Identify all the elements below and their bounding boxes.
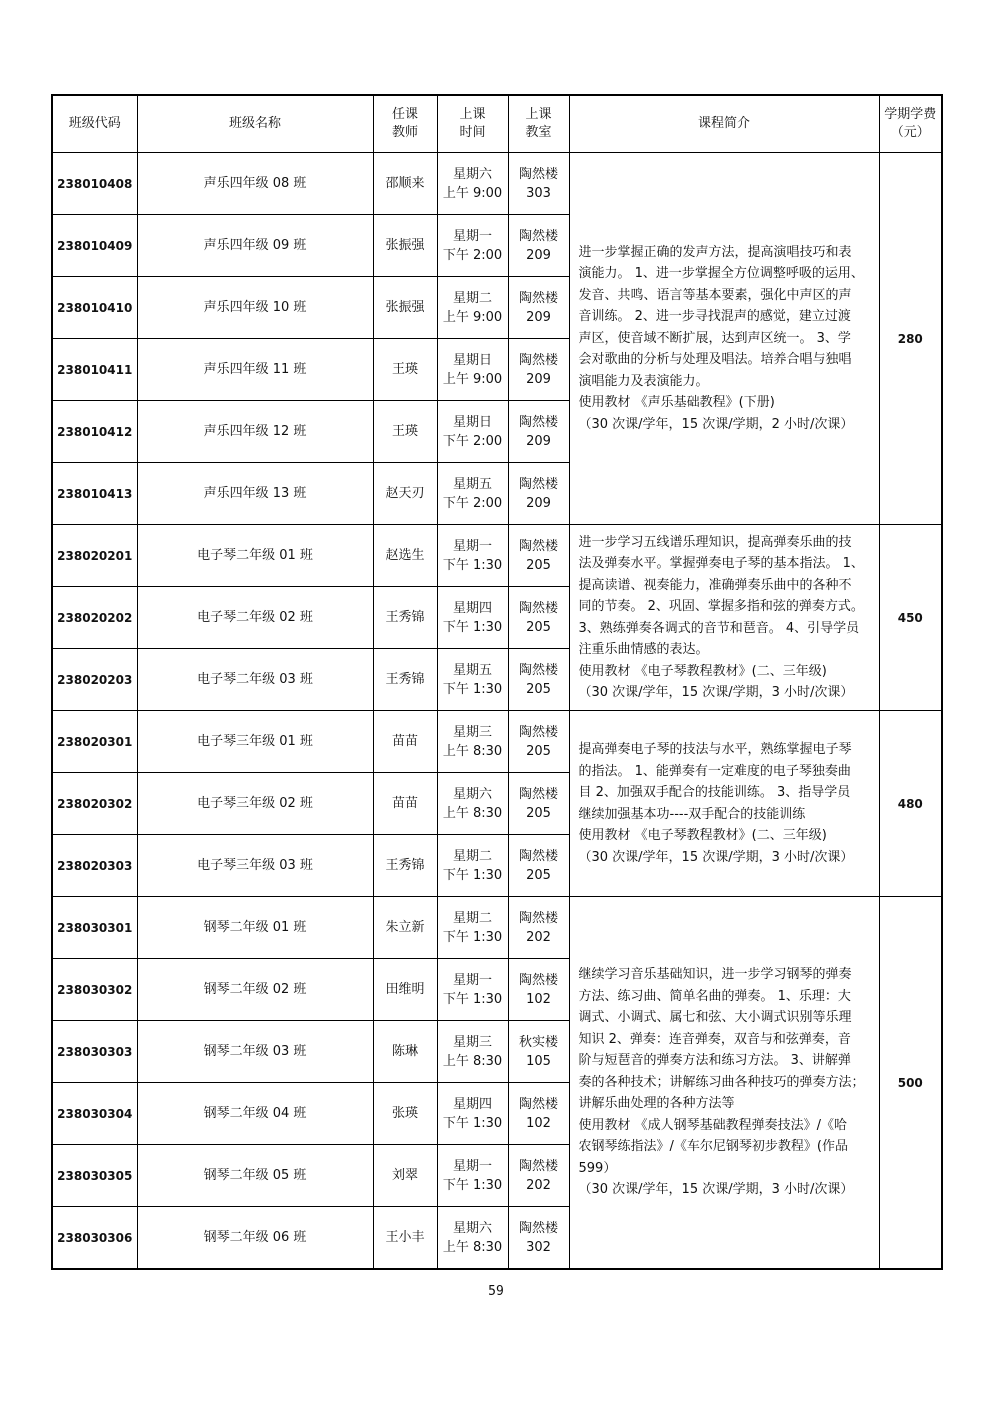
description-line: 讲解乐曲处理的各种方法等 [578, 1096, 735, 1112]
classroom-line1: 陶然楼 [518, 352, 558, 368]
table-row [52, 897, 942, 959]
class-code: 238020302 [52, 773, 137, 835]
class-name: 钢琴二年级 02 班 [137, 959, 373, 1021]
classroom-line2: 105 [526, 1053, 551, 1069]
teacher: 王瑛 [373, 339, 437, 401]
classroom-line2: 205 [526, 867, 551, 883]
classroom-line2: 205 [526, 557, 551, 573]
description-line: 使用教材 《声乐基础教程》(下册) [578, 395, 775, 411]
table-row [52, 525, 942, 587]
class-time-line2: 上午 8:30 [442, 805, 503, 821]
class-name: 钢琴二年级 01 班 [137, 897, 373, 959]
classroom-line1: 陶然楼 [518, 848, 558, 864]
class-name: 钢琴二年级 05 班 [137, 1145, 373, 1207]
classroom [508, 1145, 569, 1207]
teacher: 王瑛 [373, 401, 437, 463]
classroom-line1: 陶然楼 [518, 1158, 558, 1174]
classroom-line2: 303 [526, 185, 551, 201]
table-body [52, 153, 942, 1270]
class-time [437, 1207, 508, 1270]
classroom [508, 897, 569, 959]
description-line: 599） [578, 1160, 617, 1176]
course-description [569, 525, 879, 711]
class-time-line2: 下午 1:30 [442, 929, 503, 945]
classroom [508, 1207, 569, 1270]
class-time [437, 463, 508, 525]
teacher: 田维明 [373, 959, 437, 1021]
classroom-line2: 205 [526, 619, 551, 635]
teacher: 赵天刃 [373, 463, 437, 525]
class-time-line2: 下午 1:30 [442, 1115, 503, 1131]
class-time-line1: 星期三 [452, 724, 492, 740]
class-name: 钢琴二年级 06 班 [137, 1207, 373, 1270]
classroom-line1: 陶然楼 [518, 166, 558, 182]
class-time-line2: 上午 8:30 [442, 1239, 503, 1255]
class-code: 238030305 [52, 1145, 137, 1207]
classroom [508, 215, 569, 277]
class-time-line1: 星期五 [452, 662, 492, 678]
class-time-line1: 星期六 [452, 786, 492, 802]
class-time [437, 401, 508, 463]
header-fee-line1: 学期学费 [884, 107, 937, 122]
description-line: 演能力。 1、进一步掌握全方位调整呼吸的运用、 [578, 266, 864, 282]
classroom-line2: 209 [526, 433, 551, 449]
class-time-line2: 上午 9:00 [442, 185, 503, 201]
class-time-line1: 星期六 [452, 1220, 492, 1236]
class-name: 声乐四年级 09 班 [137, 215, 373, 277]
classroom-line1: 陶然楼 [518, 786, 558, 802]
description-line: 奏的各种技术；讲解练习曲各种技巧的弹奏方法； [578, 1074, 865, 1090]
header-teacher [373, 95, 437, 153]
description-line: 进一步掌握正确的发声方法，提高演唱技巧和表 [578, 244, 852, 260]
class-name: 声乐四年级 11 班 [137, 339, 373, 401]
description-line: 演唱能力及表演能力。 [578, 373, 709, 389]
class-code: 238020201 [52, 525, 137, 587]
teacher: 张瑛 [373, 1083, 437, 1145]
class-code: 238020301 [52, 711, 137, 773]
class-code: 238030301 [52, 897, 137, 959]
classroom-line1: 陶然楼 [518, 910, 558, 926]
class-time-line1: 星期一 [452, 538, 492, 554]
classroom-line2: 205 [526, 681, 551, 697]
teacher: 邵顺来 [373, 153, 437, 215]
teacher: 苗苗 [373, 773, 437, 835]
description-line: 的指法。 1、能弹奏有一定难度的电子琴独奏曲 [578, 763, 851, 779]
class-time-line2: 下午 2:00 [442, 433, 503, 449]
header-teacher-line2: 教师 [391, 125, 418, 140]
header-room-line1: 上课 [525, 107, 552, 122]
class-code: 238020203 [52, 649, 137, 711]
class-code: 238010412 [52, 401, 137, 463]
description-line: 3、熟练弹奏各调式的音节和琶音。 4、引导学员 [578, 620, 860, 636]
class-time-line1: 星期六 [452, 166, 492, 182]
class-time [437, 587, 508, 649]
classroom [508, 835, 569, 897]
classroom-line2: 209 [526, 309, 551, 325]
classroom [508, 153, 569, 215]
class-time-line1: 星期一 [452, 972, 492, 988]
description-line: 继续学习音乐基础知识，进一步学习钢琴的弹奏 [578, 967, 852, 983]
header-room-line2: 教室 [525, 125, 552, 140]
teacher: 王小丰 [373, 1207, 437, 1270]
classroom [508, 649, 569, 711]
class-time-line1: 星期日 [452, 414, 492, 430]
classroom-line2: 205 [526, 743, 551, 759]
class-time [437, 897, 508, 959]
class-code: 238030302 [52, 959, 137, 1021]
classroom-line1: 陶然楼 [518, 228, 558, 244]
classroom-line1: 秋实楼 [518, 1034, 558, 1050]
class-time-line2: 上午 9:00 [442, 309, 503, 325]
description-line: 方法、练习曲、简单名曲的弹奏。 1、乐理：大 [578, 988, 851, 1004]
class-time [437, 1145, 508, 1207]
teacher: 王秀锦 [373, 649, 437, 711]
classroom [508, 463, 569, 525]
class-code: 238010413 [52, 463, 137, 525]
classroom [508, 773, 569, 835]
description-line: 提高弹奏电子琴的技法与水平，熟练掌握电子琴 [578, 742, 852, 757]
class-time-line2: 下午 1:30 [442, 991, 503, 1007]
classroom-line2: 202 [526, 1177, 551, 1193]
class-code: 238010411 [52, 339, 137, 401]
teacher: 刘翠 [373, 1145, 437, 1207]
class-time-line1: 星期二 [452, 848, 492, 864]
table-row [52, 711, 942, 773]
header-time-line1: 上课 [459, 107, 486, 122]
classroom [508, 339, 569, 401]
classroom-line1: 陶然楼 [518, 1220, 558, 1236]
classroom-line1: 陶然楼 [518, 972, 558, 988]
course-schedule-table [51, 94, 943, 1270]
class-time [437, 1021, 508, 1083]
teacher: 陈琳 [373, 1021, 437, 1083]
class-code: 238010408 [52, 153, 137, 215]
class-time [437, 277, 508, 339]
description-line: 知识 2、弹奏：连音弹奏，双音与和弦弹奏，音 [578, 1031, 851, 1047]
class-name: 声乐四年级 13 班 [137, 463, 373, 525]
teacher: 张振强 [373, 215, 437, 277]
classroom [508, 525, 569, 587]
class-name: 声乐四年级 08 班 [137, 153, 373, 215]
description-line: 会对歌曲的分析与处理及唱法。培养合唱与独唱 [578, 352, 852, 368]
classroom-line1: 陶然楼 [518, 414, 558, 430]
classroom-line2: 209 [526, 371, 551, 387]
header-time-line2: 时间 [459, 125, 486, 140]
description-line: （30 次课/学年，15 次课/学期，3 小时/次课） [578, 685, 854, 700]
teacher: 王秀锦 [373, 587, 437, 649]
class-time [437, 215, 508, 277]
class-time [437, 773, 508, 835]
class-code: 238020202 [52, 587, 137, 649]
description-line: 音训练。 2、进一步寻找混声的感觉，建立过渡 [578, 309, 851, 325]
class-time-line1: 星期五 [452, 476, 492, 492]
class-time-line1: 星期一 [452, 228, 492, 244]
classroom [508, 401, 569, 463]
classroom-line2: 209 [526, 247, 551, 263]
page-number: 59 [488, 1284, 504, 1299]
description-line: 农钢琴练指法》/《车尔尼钢琴初步教程》(作品 [578, 1139, 848, 1155]
classroom-line2: 102 [526, 1115, 551, 1131]
classroom-line1: 陶然楼 [518, 290, 558, 306]
class-time [437, 1083, 508, 1145]
classroom-line2: 102 [526, 991, 551, 1007]
description-line: 声区，使音域不断扩展，达到声区统一。 3、学 [578, 330, 851, 346]
description-line: 使用教材 《电子琴教程教材》(二、三年级) [578, 828, 827, 843]
class-time-line2: 下午 1:30 [442, 619, 503, 635]
class-time-line2: 下午 1:30 [442, 681, 503, 697]
class-code: 238030304 [52, 1083, 137, 1145]
class-time [437, 835, 508, 897]
course-description [569, 153, 879, 525]
classroom-line1: 陶然楼 [518, 724, 558, 740]
class-time [437, 339, 508, 401]
classroom-line1: 陶然楼 [518, 476, 558, 492]
description-line: 使用教材 《电子琴教程教材》(二、三年级) [578, 663, 827, 679]
semester-fee: 450 [879, 525, 942, 711]
semester-fee: 480 [879, 711, 942, 897]
class-name: 电子琴二年级 02 班 [137, 587, 373, 649]
class-name: 钢琴二年级 04 班 [137, 1083, 373, 1145]
class-time-line2: 下午 1:30 [442, 867, 503, 883]
class-code: 238010410 [52, 277, 137, 339]
header-fee [879, 95, 942, 153]
class-code: 238020303 [52, 835, 137, 897]
class-name: 电子琴三年级 02 班 [137, 773, 373, 835]
header-time [437, 95, 508, 153]
classroom [508, 711, 569, 773]
teacher: 王秀锦 [373, 835, 437, 897]
header-fee-line2: （元） [890, 125, 930, 140]
class-name: 电子琴二年级 01 班 [137, 525, 373, 587]
classroom-line2: 209 [526, 495, 551, 511]
class-time-line1: 星期三 [452, 1034, 492, 1050]
class-time-line1: 星期一 [452, 1158, 492, 1174]
class-time-line2: 下午 1:30 [442, 1177, 503, 1193]
class-time-line1: 星期二 [452, 290, 492, 306]
class-time-line2: 上午 8:30 [442, 1053, 503, 1069]
description-line: 进一步学习五线谱乐理知识，提高弹奏乐曲的技 [578, 534, 852, 550]
course-description [569, 711, 879, 897]
description-line: 目 2、加强双手配合的技能训练。 3、指导学员 [578, 785, 851, 800]
class-code: 238030306 [52, 1207, 137, 1270]
header-row [52, 95, 942, 153]
teacher: 朱立新 [373, 897, 437, 959]
class-code: 238010409 [52, 215, 137, 277]
table-row [52, 153, 942, 215]
description-line: 继续加强基本功----双手配合的技能训练 [578, 806, 806, 822]
description-line: 法及弹奏水平。掌握弹奏电子琴的基本指法。 1、 [578, 556, 864, 571]
class-time-line2: 上午 8:30 [442, 743, 503, 759]
header-class-code: 班级代码 [52, 95, 137, 153]
description-line: 提高读谱、视奏能力，准确弹奏乐曲中的各种不 [578, 577, 852, 593]
class-name: 电子琴三年级 03 班 [137, 835, 373, 897]
classroom [508, 277, 569, 339]
classroom [508, 587, 569, 649]
description-line: 同的节奏。 2、巩固、掌握多指和弦的弹奏方式。 [578, 599, 864, 614]
description-line: 发音、共鸣、语言等基本要素，强化中声区的声 [578, 287, 852, 303]
description-line: （30 次课/学年，15 次课/学期，3 小时/次课） [578, 849, 854, 865]
class-time [437, 711, 508, 773]
class-name: 声乐四年级 12 班 [137, 401, 373, 463]
classroom [508, 1083, 569, 1145]
class-name: 电子琴二年级 03 班 [137, 649, 373, 711]
classroom-line1: 陶然楼 [518, 1096, 558, 1112]
class-time-line2: 上午 9:00 [442, 371, 503, 387]
description-line: （30 次课/学年，15 次课/学期，2 小时/次课） [578, 416, 854, 432]
semester-fee: 280 [879, 153, 942, 525]
class-time-line2: 下午 1:30 [442, 557, 503, 573]
classroom-line1: 陶然楼 [518, 600, 558, 616]
class-time [437, 959, 508, 1021]
classroom-line2: 205 [526, 805, 551, 821]
class-time [437, 525, 508, 587]
header-teacher-line1: 任课 [391, 107, 418, 122]
description-line: （30 次课/学年，15 次课/学期，3 小时/次课） [578, 1182, 854, 1198]
description-line: 注重乐曲情感的表达。 [578, 642, 709, 657]
header-class-name: 班级名称 [137, 95, 373, 153]
classroom [508, 1021, 569, 1083]
description-line: 使用教材 《成人钢琴基础教程弹奏技法》/《哈 [578, 1117, 848, 1133]
class-time [437, 649, 508, 711]
course-description [569, 897, 879, 1270]
class-time-line1: 星期四 [452, 1096, 492, 1112]
class-time-line1: 星期日 [452, 352, 492, 368]
description-line: 调式、小调式、属七和弦、大小调式识别等乐理 [578, 1010, 852, 1026]
teacher: 苗苗 [373, 711, 437, 773]
class-time-line1: 星期二 [452, 910, 492, 926]
header-description: 课程简介 [569, 95, 879, 153]
class-name: 钢琴二年级 03 班 [137, 1021, 373, 1083]
class-time-line1: 星期四 [452, 600, 492, 616]
class-name: 声乐四年级 10 班 [137, 277, 373, 339]
header-room [508, 95, 569, 153]
teacher: 赵选生 [373, 525, 437, 587]
class-time-line2: 下午 2:00 [442, 495, 503, 511]
classroom-line2: 202 [526, 929, 551, 945]
teacher: 张振强 [373, 277, 437, 339]
classroom-line1: 陶然楼 [518, 538, 558, 554]
class-code: 238030303 [52, 1021, 137, 1083]
classroom [508, 959, 569, 1021]
classroom-line1: 陶然楼 [518, 662, 558, 678]
description-line: 阶与短琶音的弹奏方法和练习方法。 3、讲解弹 [578, 1053, 851, 1069]
classroom-line2: 302 [526, 1239, 551, 1255]
class-time-line2: 下午 2:00 [442, 247, 503, 263]
semester-fee: 500 [879, 897, 942, 1270]
class-time [437, 153, 508, 215]
class-name: 电子琴三年级 01 班 [137, 711, 373, 773]
